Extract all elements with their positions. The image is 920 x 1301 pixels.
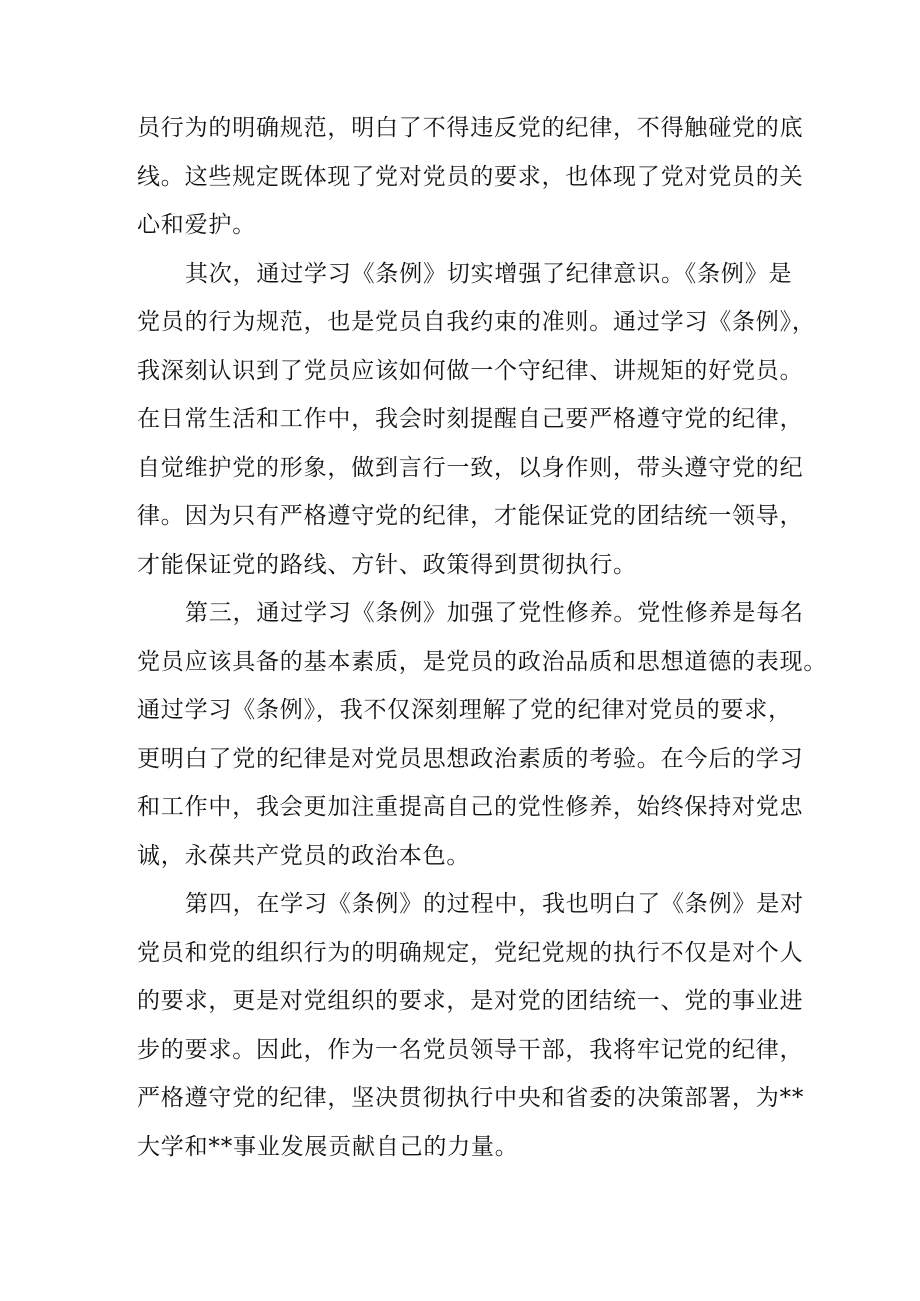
text-line: 党员的行为规范，也是党员自我约束的准则。通过学习《条例》， [137,309,816,335]
text-line: 第三，通过学习《条例》加强了党性修养。党性修养是每名 [185,600,804,626]
text-line: 党员和党的组织行为的明确规定，党纪党规的执行不仅是对个人 [137,939,804,966]
text-line: 心和爱护。 [137,212,256,238]
text-line: 的要求，更是对党组织的要求，是对党的团结统一、党的事业进 [137,988,804,1014]
text-line: 和工作中，我会更加注重提高自己的党性修养，始终保持对党忠 [137,794,804,820]
text-line: 律。因为只有严格遵守党的纪律，才能保证党的团结统一领导， [137,503,804,529]
text-line: 在日常生活和工作中，我会时刻提醒自己要严格遵守党的纪律， [137,406,804,432]
text-line: 其次，通过学习《条例》切实增强了纪律意识。《条例》是 [185,260,793,287]
text-line: 党员应该具备的基本素质，是党员的政治品质和思想道德的表现。 [137,648,828,675]
text-line: 员行为的明确规范，明白了不得违反党的纪律，不得触碰党的底 [137,115,804,141]
text-line: 步的要求。因此，作为一名党员领导干部，我将牢记党的纪律， [137,1036,804,1063]
text-line: 我深刻认识到了党员应该如何做一个守纪律、讲规矩的好党员。 [137,357,804,384]
text-line: 诚，永葆共产党员的政治本色。 [137,842,471,869]
text-line: 才能保证党的路线、方针、政策得到贯彻执行。 [137,551,637,578]
text-line: 线。这些规定既体现了党对党员的要求，也体现了党对党员的关 [137,163,804,190]
document-body [137,104,828,1171]
paragraph-4 [137,880,807,1171]
text-line: 大学和**事业发展贡献自己的力量。 [137,1133,519,1160]
text-line: 第四，在学习《条例》的过程中，我也明白了《条例》是对 [185,891,804,917]
paragraph-2 [137,250,816,590]
paragraph-1 [137,104,807,250]
text-line: 更明白了党的纪律是对党员思想政治素质的考验。在今后的学习 [137,745,804,772]
text-line: 通过学习《条例》，我不仅深刻理解了党的纪律对党员的要求， [137,697,792,723]
paragraph-3 [137,589,828,880]
text-line: 严格遵守党的纪律，坚决贯彻执行中央和省委的决策部署，为** [137,1085,805,1111]
text-line: 自觉维护党的形象，做到言行一致，以身作则，带头遵守党的纪 [137,454,804,481]
